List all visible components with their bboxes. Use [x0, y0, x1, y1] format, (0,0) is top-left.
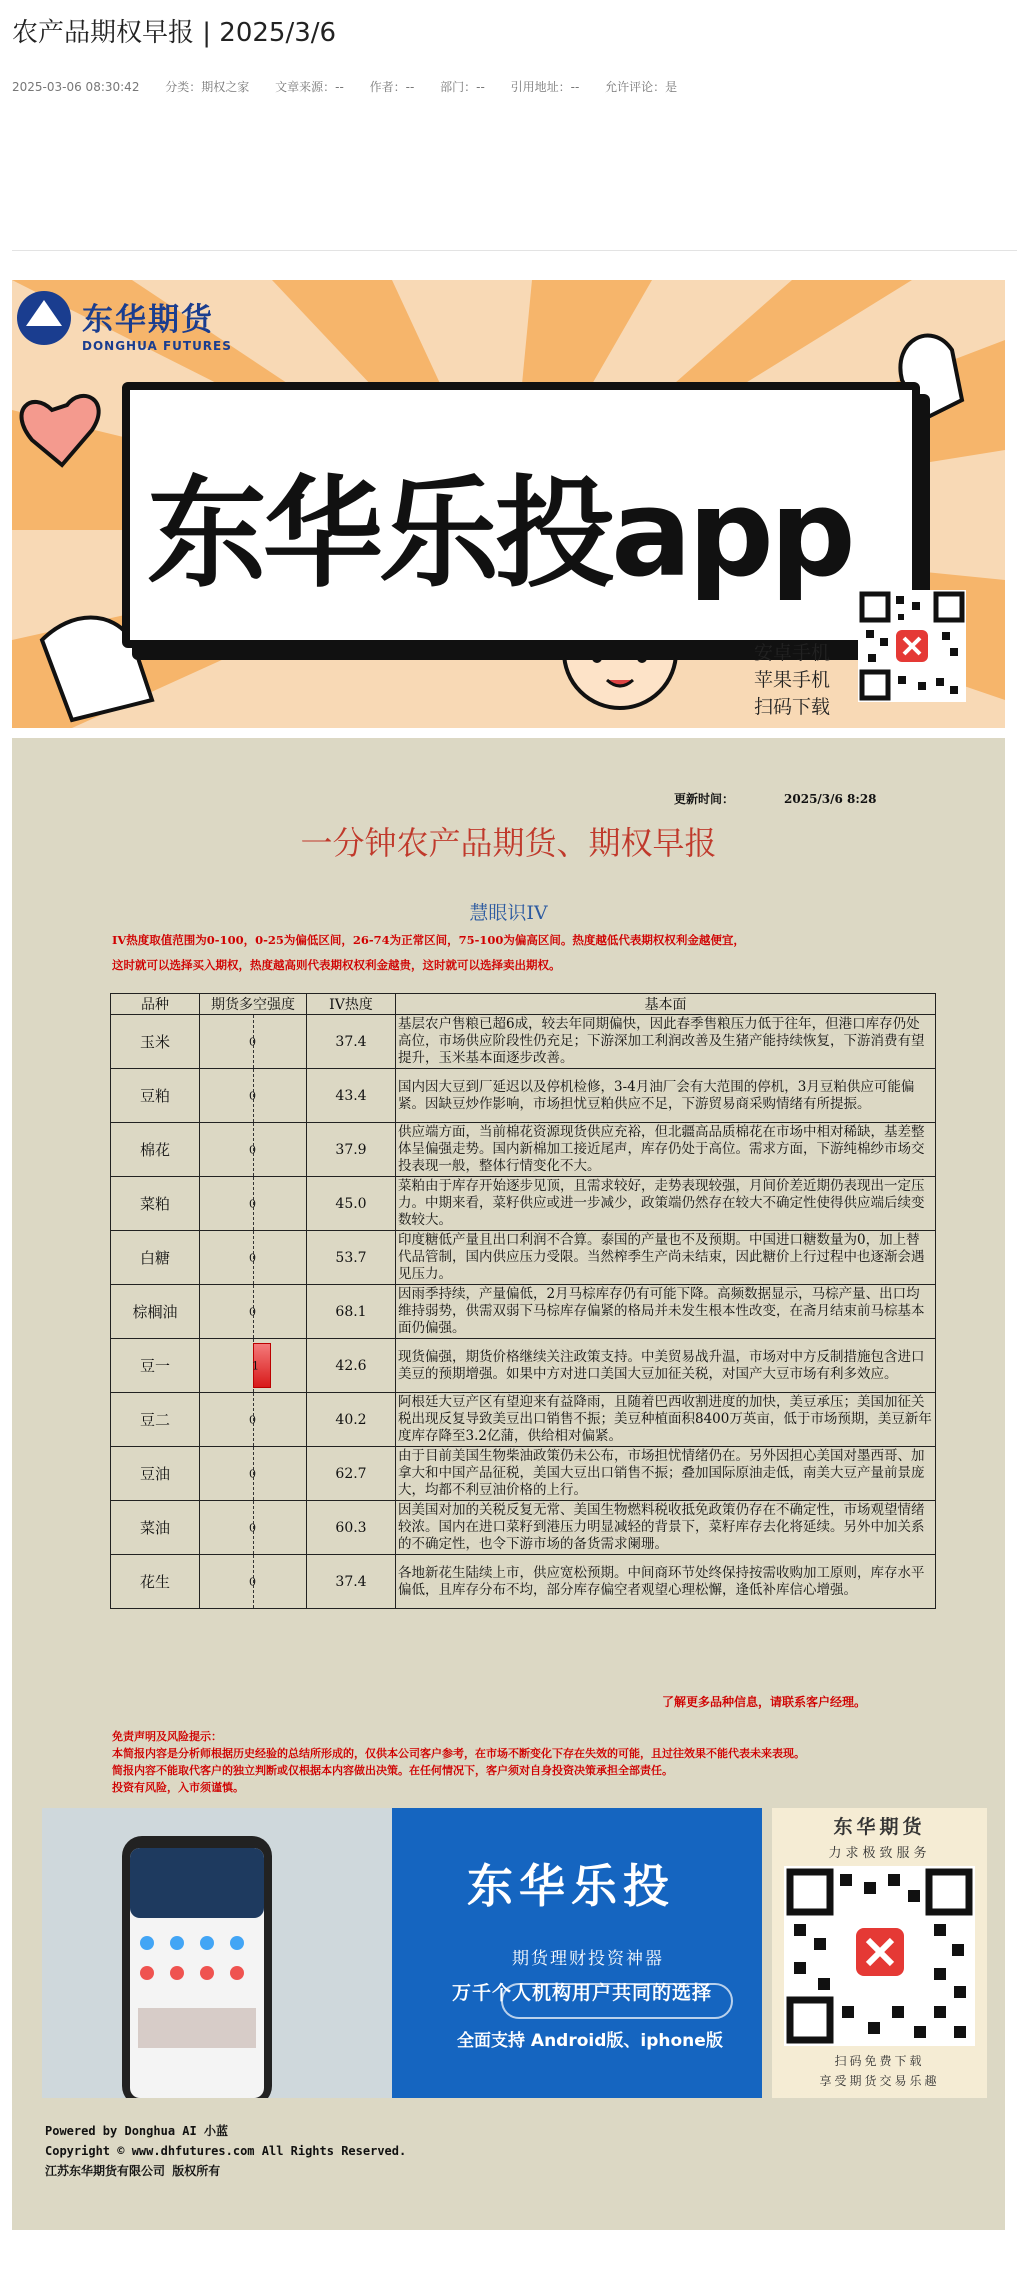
- meta-author: 作者：--: [369, 80, 415, 94]
- download-qr-panel[interactable]: [772, 1808, 987, 2098]
- fundamentals-text: 供应端方面，当前棉花资源现货供应充裕，但北疆高品质棉花在市场中相对稀缺，基差整体呈偏强走势。国内新棉加工接近尾声，库存仍处于高位。需求方面，下游纯棉纱市场交投表现一般，整体行情变化不大。: [396, 1123, 936, 1177]
- variety-name: 玉米: [111, 1015, 200, 1069]
- strength-label: 0: [249, 1413, 256, 1426]
- iv-value: 45.0: [307, 1177, 396, 1231]
- download-scan: 扫码下载: [754, 696, 831, 718]
- qr-panel-title: 东华期货: [833, 1816, 926, 1838]
- variety-name: 豆一: [111, 1339, 200, 1393]
- fundamentals-text: 国内因大豆到厂延迟以及停机检修，3-4月油厂会有大范围的停机，3月豆粕供应可能偏紧。因缺豆炒作影响，市场担忧豆粕供应不足，下游贸易商采购情绪有所提振。: [396, 1069, 936, 1123]
- table-row: [111, 1015, 936, 1069]
- col-strength: 期货多空强度: [200, 994, 307, 1015]
- strength-cell: [200, 1285, 307, 1339]
- strength-label: 1: [252, 1359, 259, 1372]
- disclaimer-line: 本简报内容是分析师根据历史经验的总结所形成的，仅供本公司客户参考，在市场不断变化下存在失效的可能，且过往效果不能代表未来表现。: [112, 1747, 805, 1760]
- strength-label: 0: [249, 1521, 256, 1534]
- fundamentals-text: 由于目前美国生物柴油政策仍未公布，市场担忧情绪仍在。另外因担心美国对墨西哥、加拿大和中国产品征税，美国大豆出口销售不振；叠加国际原油走低，南美大豆产量前景庞大，均都不利豆油价格的上行。: [396, 1447, 936, 1501]
- fundamentals-text: 各地新花生陆续上市，供应宽松预期。中间商环节处终保持按需收购加工原则，库存水平偏低，且库存分布不均，部分库存偏空者观望心理松懈，逢低补库信心增强。: [396, 1555, 936, 1609]
- table-row: [111, 1339, 936, 1393]
- update-label: 更新时间：: [674, 792, 735, 806]
- variety-name: 棕榈油: [111, 1285, 200, 1339]
- strength-cell: [200, 1501, 307, 1555]
- strength-label: 0: [249, 1089, 256, 1102]
- qr-code-icon: [858, 590, 966, 702]
- variety-name: 菜粕: [111, 1177, 200, 1231]
- qr-code-icon: [784, 1866, 975, 2046]
- article-meta: [12, 78, 699, 95]
- fundamentals-text: 因美国对加的关税反复无常、美国生物燃料税收抵免政策仍存在不确定性，市场观望情绪较浓。国内在进口菜籽到港压力明显减轻的背景下，菜籽库存去化将延续。另外中加关系的不确定性，也令下游市场的备货需求阑珊。: [396, 1501, 936, 1555]
- footer-company: 江苏东华期货有限公司 版权所有: [45, 2164, 221, 2178]
- strength-label: 0: [249, 1143, 256, 1156]
- strength-cell: [200, 1231, 307, 1285]
- banner-qr-code[interactable]: [858, 590, 966, 702]
- meta-source: 文章来源：--: [275, 80, 344, 94]
- table-row: [111, 1393, 936, 1447]
- strength-label: 0: [249, 1251, 256, 1264]
- iv-value: 40.2: [307, 1393, 396, 1447]
- iv-value: 60.3: [307, 1501, 396, 1555]
- ad-line-1: 期货理财投资神器: [512, 1949, 664, 1969]
- fundamentals-text: 阿根廷大豆产区有望迎来有益降雨，且随着巴西收割进度的加快，美豆承压；美国加征关税出现反复导致美豆出口销售不振；美豆种植面积8400万英亩，低于市场预期，美豆新年度库存降至3.2亿蒲，供给相对偏紧。: [396, 1393, 936, 1447]
- report-subheading: 慧眼识IV: [469, 902, 548, 924]
- fundamentals-text: 印度糖低产量且出口利润不合算。泰国的产量也不及预期。中国进口糖数量为0，加上替代品管制，国内供应压力受限。当然榨季生产尚未结束，因此糖价上行过程中也逐渐会遇见压力。: [396, 1231, 936, 1285]
- disclaimer-title: 免责声明及风险提示：: [112, 1730, 222, 1743]
- footer-copyright: Copyright © www.dhfutures.com All Rights Reserved.: [45, 2144, 407, 2158]
- strength-cell: [200, 1015, 307, 1069]
- download-ios: 苹果手机: [754, 669, 831, 691]
- more-info-note: 了解更多品种信息，请联系客户经理。: [662, 1695, 867, 1709]
- col-fundamentals: 基本面: [396, 994, 936, 1015]
- variety-name: 豆二: [111, 1393, 200, 1447]
- app-banner[interactable]: [12, 280, 1005, 728]
- table-row: [111, 1231, 936, 1285]
- disclaimer-line: 投资有风险，入市须谨慎。: [112, 1781, 244, 1794]
- iv-value: 53.7: [307, 1231, 396, 1285]
- disclaimer: [112, 1728, 805, 1796]
- strength-label: 0: [249, 1467, 256, 1480]
- qr-panel-foot-2: 享受期货交易乐趣: [819, 2074, 940, 2088]
- ad-title: 东华乐投: [467, 1859, 675, 1913]
- table-row: [111, 1555, 936, 1609]
- report-heading: 一分钟农产品期货、期权早报: [300, 824, 717, 862]
- page-title: 农产品期权早报 | 2025/3/6: [12, 18, 337, 48]
- strength-cell: [200, 1339, 307, 1393]
- strength-label: 0: [249, 1197, 256, 1210]
- iv-note-1: IV热度取值范围为0-100，0-25为偏低区间，26-74为正常区间，75-100为偏高区间。热度越低代表期权权利金越便宜，: [112, 933, 745, 947]
- strength-label: 0: [249, 1575, 256, 1588]
- disclaimer-line: 简报内容不能取代客户的独立判断或仅根据本内容做出决策。在任何情况下，客户须对自身投资决策承担全部责任。: [112, 1764, 673, 1777]
- qr-panel-slogan: 力求极致服务: [828, 1846, 931, 1861]
- divider: [12, 250, 1017, 251]
- fundamentals-text: 基层农户售粮已超6成，较去年同期偏快，因此春季售粮压力低于往年，但港口库存仍处高位，市场供应阶段性仍充足；下游深加工利润改善及生猪产能持续恢复，下游消费有望提升，玉米基本面逐步改善。: [396, 1015, 936, 1069]
- meta-ref: 引用地址：--: [510, 80, 580, 94]
- logo-en: DONGHUA FUTURES: [82, 339, 232, 353]
- iv-value: 37.9: [307, 1123, 396, 1177]
- table-row: [111, 1285, 936, 1339]
- col-iv: IV热度: [307, 994, 396, 1015]
- table-row: [111, 1501, 936, 1555]
- variety-name: 花生: [111, 1555, 200, 1609]
- iv-value: 68.1: [307, 1285, 396, 1339]
- variety-name: 白糖: [111, 1231, 200, 1285]
- table-row: [111, 1447, 936, 1501]
- meta-comments: 允许评论：是: [605, 80, 678, 94]
- fundamentals-text: 因雨季持续，产量偏低，2月马棕库存仍有可能下降。高频数据显示，马棕产量、出口均维持弱势，供需双弱下马棕库存偏紧的格局并未发生根本性改变，在斋月结束前马棕基本面仍偏强。: [396, 1285, 936, 1339]
- table-row: [111, 1069, 936, 1123]
- download-options: [754, 640, 830, 721]
- variety-name: 棉花: [111, 1123, 200, 1177]
- ad-line-2: 万千个人机构用户共同的选择: [452, 1982, 713, 2004]
- table-row: [111, 1177, 936, 1231]
- fundamentals-text: 现货偏强，期货价格继续关注政策支持。中美贸易战升温，市场对中方反制措施包含进口美豆的预期增强。如果中方对进口美国大豆加征关税，对国产大豆市场有利多效应。: [396, 1339, 936, 1393]
- iv-value: 43.4: [307, 1069, 396, 1123]
- variety-name: 豆粕: [111, 1069, 200, 1123]
- iv-value: 37.4: [307, 1555, 396, 1609]
- app-ad-banner[interactable]: [42, 1808, 762, 2098]
- table-row: [111, 1123, 936, 1177]
- variety-name: 豆油: [111, 1447, 200, 1501]
- ad-line-3: 全面支持 Android版、iphone版: [457, 2031, 723, 2051]
- iv-value: 62.7: [307, 1447, 396, 1501]
- strength-cell: [200, 1447, 307, 1501]
- fundamentals-text: 菜粕由于库存开始逐步见顶，且需求较好，走势表现较强，月间价差近期仍表现出一定压力。中期来看，菜籽供应或进一步减少，政策端仍然存在较大不确定性使得供应端后续变数较大。: [396, 1177, 936, 1231]
- iv-note-2: 这时就可以选择买入期权，热度越高则代表期权权利金越贵，这时就可以选择卖出期权。: [112, 958, 561, 972]
- banner-headline: 东华乐投app: [147, 465, 852, 604]
- col-variety: 品种: [111, 994, 200, 1015]
- strength-cell: [200, 1177, 307, 1231]
- strength-cell: [200, 1393, 307, 1447]
- report-sheet: [12, 738, 1005, 2230]
- variety-name: 菜油: [111, 1501, 200, 1555]
- meta-datetime: 2025-03-06 08:30:42: [12, 80, 140, 94]
- qr-panel-foot-1: 扫码免费下载: [834, 2054, 925, 2068]
- footer-powered: Powered by Donghua AI 小蓝: [45, 2124, 228, 2138]
- meta-category[interactable]: 分类：期权之家: [165, 80, 250, 94]
- footer: [45, 2121, 406, 2181]
- strength-label: 0: [249, 1305, 256, 1318]
- strength-bar: [253, 1343, 271, 1388]
- download-android: 安卓手机: [754, 642, 831, 664]
- update-value: 2025/3/6 8:28: [784, 792, 877, 806]
- iv-value: 42.6: [307, 1339, 396, 1393]
- meta-department: 部门：--: [440, 80, 485, 94]
- logo-cn: 东华期货: [82, 302, 214, 338]
- strength-cell: [200, 1555, 307, 1609]
- update-time: [674, 790, 877, 807]
- iv-table: [110, 993, 936, 1609]
- iv-value: 37.4: [307, 1015, 396, 1069]
- donghua-logo: [82, 294, 232, 353]
- strength-label: 0: [249, 1035, 256, 1048]
- strength-cell: [200, 1069, 307, 1123]
- strength-cell: [200, 1123, 307, 1177]
